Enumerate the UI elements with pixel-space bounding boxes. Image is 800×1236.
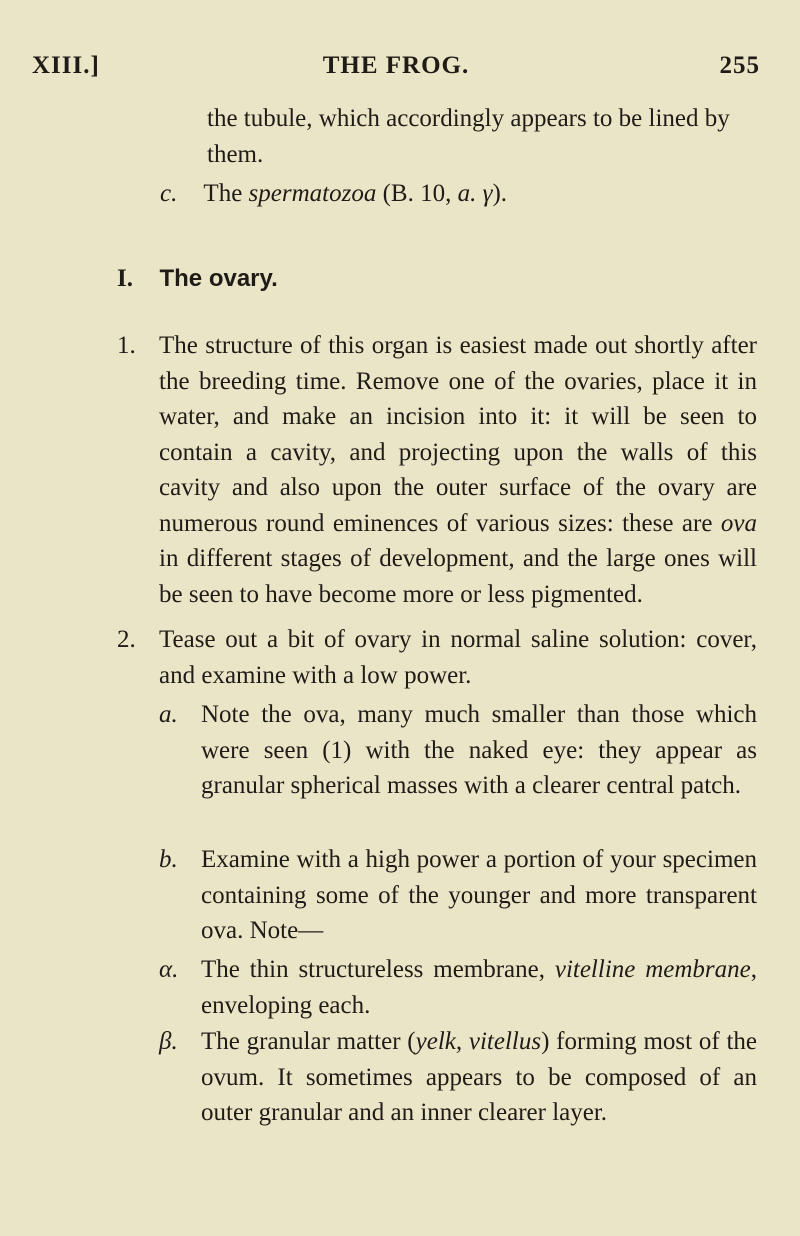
running-title: THE FROG. (322, 52, 470, 79)
item-b-body (201, 842, 757, 949)
item-c-label: c. (160, 180, 178, 207)
page-number: 255 (719, 52, 760, 79)
chapter-number: XIII.] (32, 52, 100, 79)
item-beta-text-end: ) forming most of the ovum. It sometimes appears to be composed of an outer granular and an inner clearer layer. (201, 1028, 757, 1126)
running-head (32, 52, 760, 92)
item-c-term: spermatozoa (248, 180, 377, 207)
continuation-paragraph (207, 101, 752, 172)
item-alpha-label: α. (159, 956, 179, 983)
item-b-label: b. (159, 846, 178, 873)
section-heading (117, 261, 717, 297)
item-beta (159, 1024, 759, 1131)
item-a-text: Note the ova, many much smaller than those which were seen (1) with the naked eye: they appear as granular spherical masses with a clearer central patch. (201, 701, 757, 799)
paragraph-1-text: The structure of this organ is easiest made out shortly after the breeding time. Remove one of the ovaries, place it in water, and make an incision into it: it will be seen to contain a cavity, and projecting upon the walls of this cavity and also upon the outer surface of the ovary are numerous round eminences of various sizes: these are (159, 332, 757, 537)
item-a (159, 697, 759, 804)
item-c-text: The (203, 180, 249, 207)
item-c-ref-italic: a. γ (457, 180, 493, 207)
item-alpha (159, 952, 759, 1023)
item-c-ref: (B. 10, (376, 180, 458, 207)
item-a-body (201, 697, 757, 804)
paragraph-2 (117, 622, 757, 693)
item-beta-body (201, 1024, 757, 1131)
section-number: I. (117, 265, 133, 292)
item-beta-term: yelk, vitellus (415, 1028, 542, 1055)
item-a-label: a. (159, 701, 178, 728)
item-alpha-text-end: , enveloping each. (201, 956, 757, 1019)
item-c (160, 176, 760, 212)
paragraph-1-body (159, 328, 757, 612)
item-alpha-term: vitelline membrane (554, 956, 751, 983)
item-alpha-body (201, 952, 757, 1023)
item-beta-label: β. (159, 1028, 178, 1055)
section-title: The ovary. (159, 265, 278, 292)
item-beta-text: The granular matter ( (201, 1028, 416, 1055)
paragraph-1-text-end: in different stages of development, and the large ones will be seen to have become more or less pigmented. (159, 545, 757, 608)
item-alpha-text: The thin structureless membrane, (201, 956, 555, 983)
paragraph-1 (117, 328, 757, 612)
item-b (159, 842, 759, 949)
paragraph-1-term: ova (720, 509, 757, 537)
paragraph-2-number: 2. (117, 626, 136, 653)
paragraph-2-body (159, 622, 757, 693)
item-b-text: Examine with a high power a portion of your specimen containing some of the younger and more transparent ova. Note— (201, 846, 757, 944)
item-c-ref-end: ). (492, 180, 508, 207)
continuation-text: the tubule, which accordingly appears to be lined by them. (207, 105, 730, 168)
paragraph-2-text: Tease out a bit of ovary in normal saline solution: cover, and examine with a low power. (159, 626, 757, 689)
paragraph-1-number: 1. (117, 332, 136, 359)
